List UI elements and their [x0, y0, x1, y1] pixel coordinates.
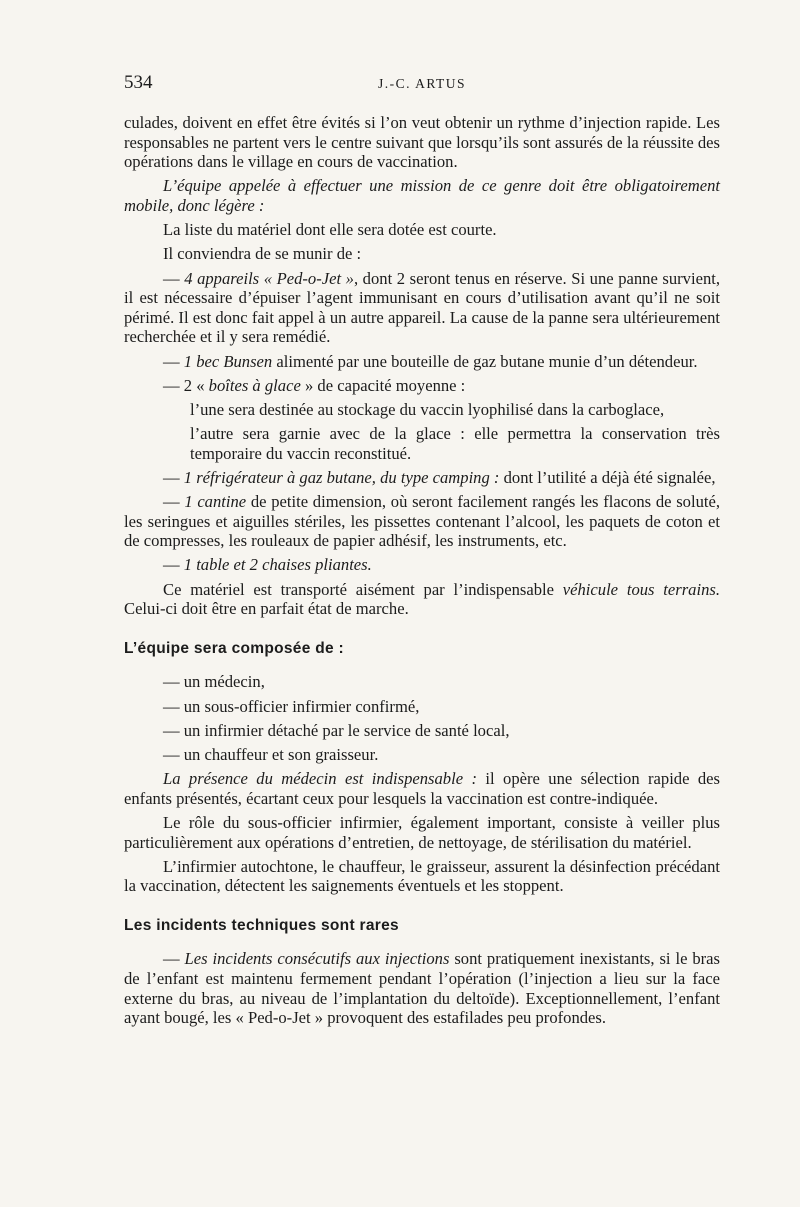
paragraph: L’infirmier autochtone, le chauffeur, le graisseur, assurent la désinfection précédant la vaccination, détectent les saignements éventuels et les stoppent.: [124, 856, 720, 896]
dash: —: [163, 949, 185, 969]
italic-text: véhicule tous terrains.: [562, 579, 720, 599]
item-name: 4 appareils « Ped-o-Jet »: [184, 268, 354, 288]
item-text: de petite dimension, où seront facilement rangés les flacons de soluté, les seringues et aiguilles stériles, les pissettes contenant l’alcool, les paquets de coton et de compresses, les rouleaux de papier adhésif, les instruments, etc.: [124, 492, 720, 551]
item-name: 1 table et 2 chaises pliantes.: [183, 555, 372, 575]
item-prefix: — 2 «: [163, 375, 209, 395]
paragraph: culades, doivent en effet être évités si l’on veut obtenir un rythme d’injection rapide. Les responsables ne partent vers le centre suivant que lorsqu’ils sont assurés de la réussite des opérations dans le village en cours de vaccination.: [124, 113, 720, 172]
section-heading: Les incidents techniques sont rares: [124, 916, 399, 934]
item-name: 1 bec Bunsen: [183, 351, 273, 371]
page-header: [124, 72, 720, 98]
item-text: » de capacité moyenne :: [300, 375, 466, 395]
equipment-subitem: l’autre sera garnie avec de la glace : elle permettra la conservation très temporaire du vaccin reconstitué.: [190, 424, 720, 463]
item-name: 1 cantine: [184, 492, 247, 512]
equipment-item: [124, 376, 720, 396]
section-heading: L’équipe sera composée de :: [124, 639, 345, 657]
paragraph: [124, 580, 720, 619]
dash: —: [163, 492, 185, 512]
paragraph-italic: [124, 176, 720, 215]
team-item: — un chauffeur et son graisseur.: [163, 744, 379, 764]
italic-text: La présence du médecin est indispensable :: [163, 769, 477, 789]
paragraph: [124, 949, 720, 1027]
item-text: , dont 2 seront tenus en réserve. Si une panne survient, il est nécessaire d’épuiser l’agent immunisant en cours d’utilisation avant qu’il ne soit périmé. Il est donc fait appel à un autre appareil. La cause de la panne sera ultérieurement recherchée et il y sera remédié.: [124, 268, 721, 347]
item-name: boîtes à glace: [208, 375, 301, 395]
paragraph: La liste du matériel dont elle sera dotée est courte.: [163, 220, 497, 240]
equipment-item: [124, 352, 720, 372]
italic-text: Les incidents consécutifs aux injections: [184, 949, 450, 969]
dash: —: [163, 555, 184, 575]
dash: —: [163, 351, 184, 371]
item-text: dont l’utilité a déjà été signalée,: [499, 467, 716, 487]
equipment-item: [124, 555, 720, 575]
paragraph: Il conviendra de se munir de :: [163, 244, 362, 264]
running-head: J.-C. ARTUS: [377, 76, 467, 91]
text-run: Celui-ci doit être en parfait état de marche.: [124, 599, 409, 619]
dash: —: [163, 467, 184, 487]
paragraph: [124, 769, 720, 808]
equipment-item: [124, 269, 720, 347]
equipment-item: [124, 468, 720, 488]
team-item: — un infirmier détaché par le service de santé local,: [163, 720, 510, 740]
paragraph: Le rôle du sous-officier infirmier, également important, consiste à veiller plus particulièrement aux opérations d’entretien, de nettoyage, de stérilisation du matériel.: [124, 812, 720, 852]
italic-text: L’équipe appelée à effectuer une mission de ce genre doit être obligatoirement mobile, donc légère :: [124, 176, 720, 215]
text-run: sont pratiquement inexistants, si le bras de l’enfant est maintenu fermement pendant l’opération (l’injection a lieu sur la face externe du bras, au niveau de l’implantation du deltoïde). Exceptionnellement, l’enfant ayant bougé, les « Ped-o-Jet » provoquent des estafilades peu profondes.: [124, 949, 721, 1028]
equipment-item: [124, 492, 720, 551]
item-name: 1 réfrigérateur à gaz butane, du type camping :: [183, 467, 500, 487]
page-number: 534: [124, 72, 153, 93]
equipment-subitem: l’une sera destinée au stockage du vaccin lyophilisé dans la carboglace,: [190, 399, 665, 419]
page-body: [124, 113, 720, 1032]
team-item: — un médecin,: [163, 672, 265, 692]
text-run: il opère une sélection rapide des enfants présentés, écartant ceux pour lesquels la vaccination est contre-indiquée.: [124, 769, 720, 808]
team-item: — un sous-officier infirmier confirmé,: [163, 696, 420, 716]
dash: —: [163, 268, 185, 288]
text-run: Ce matériel est transporté aisément par l’indispensable: [163, 579, 563, 599]
item-text: alimenté par une bouteille de gaz butane munie d’un détendeur.: [272, 351, 698, 371]
